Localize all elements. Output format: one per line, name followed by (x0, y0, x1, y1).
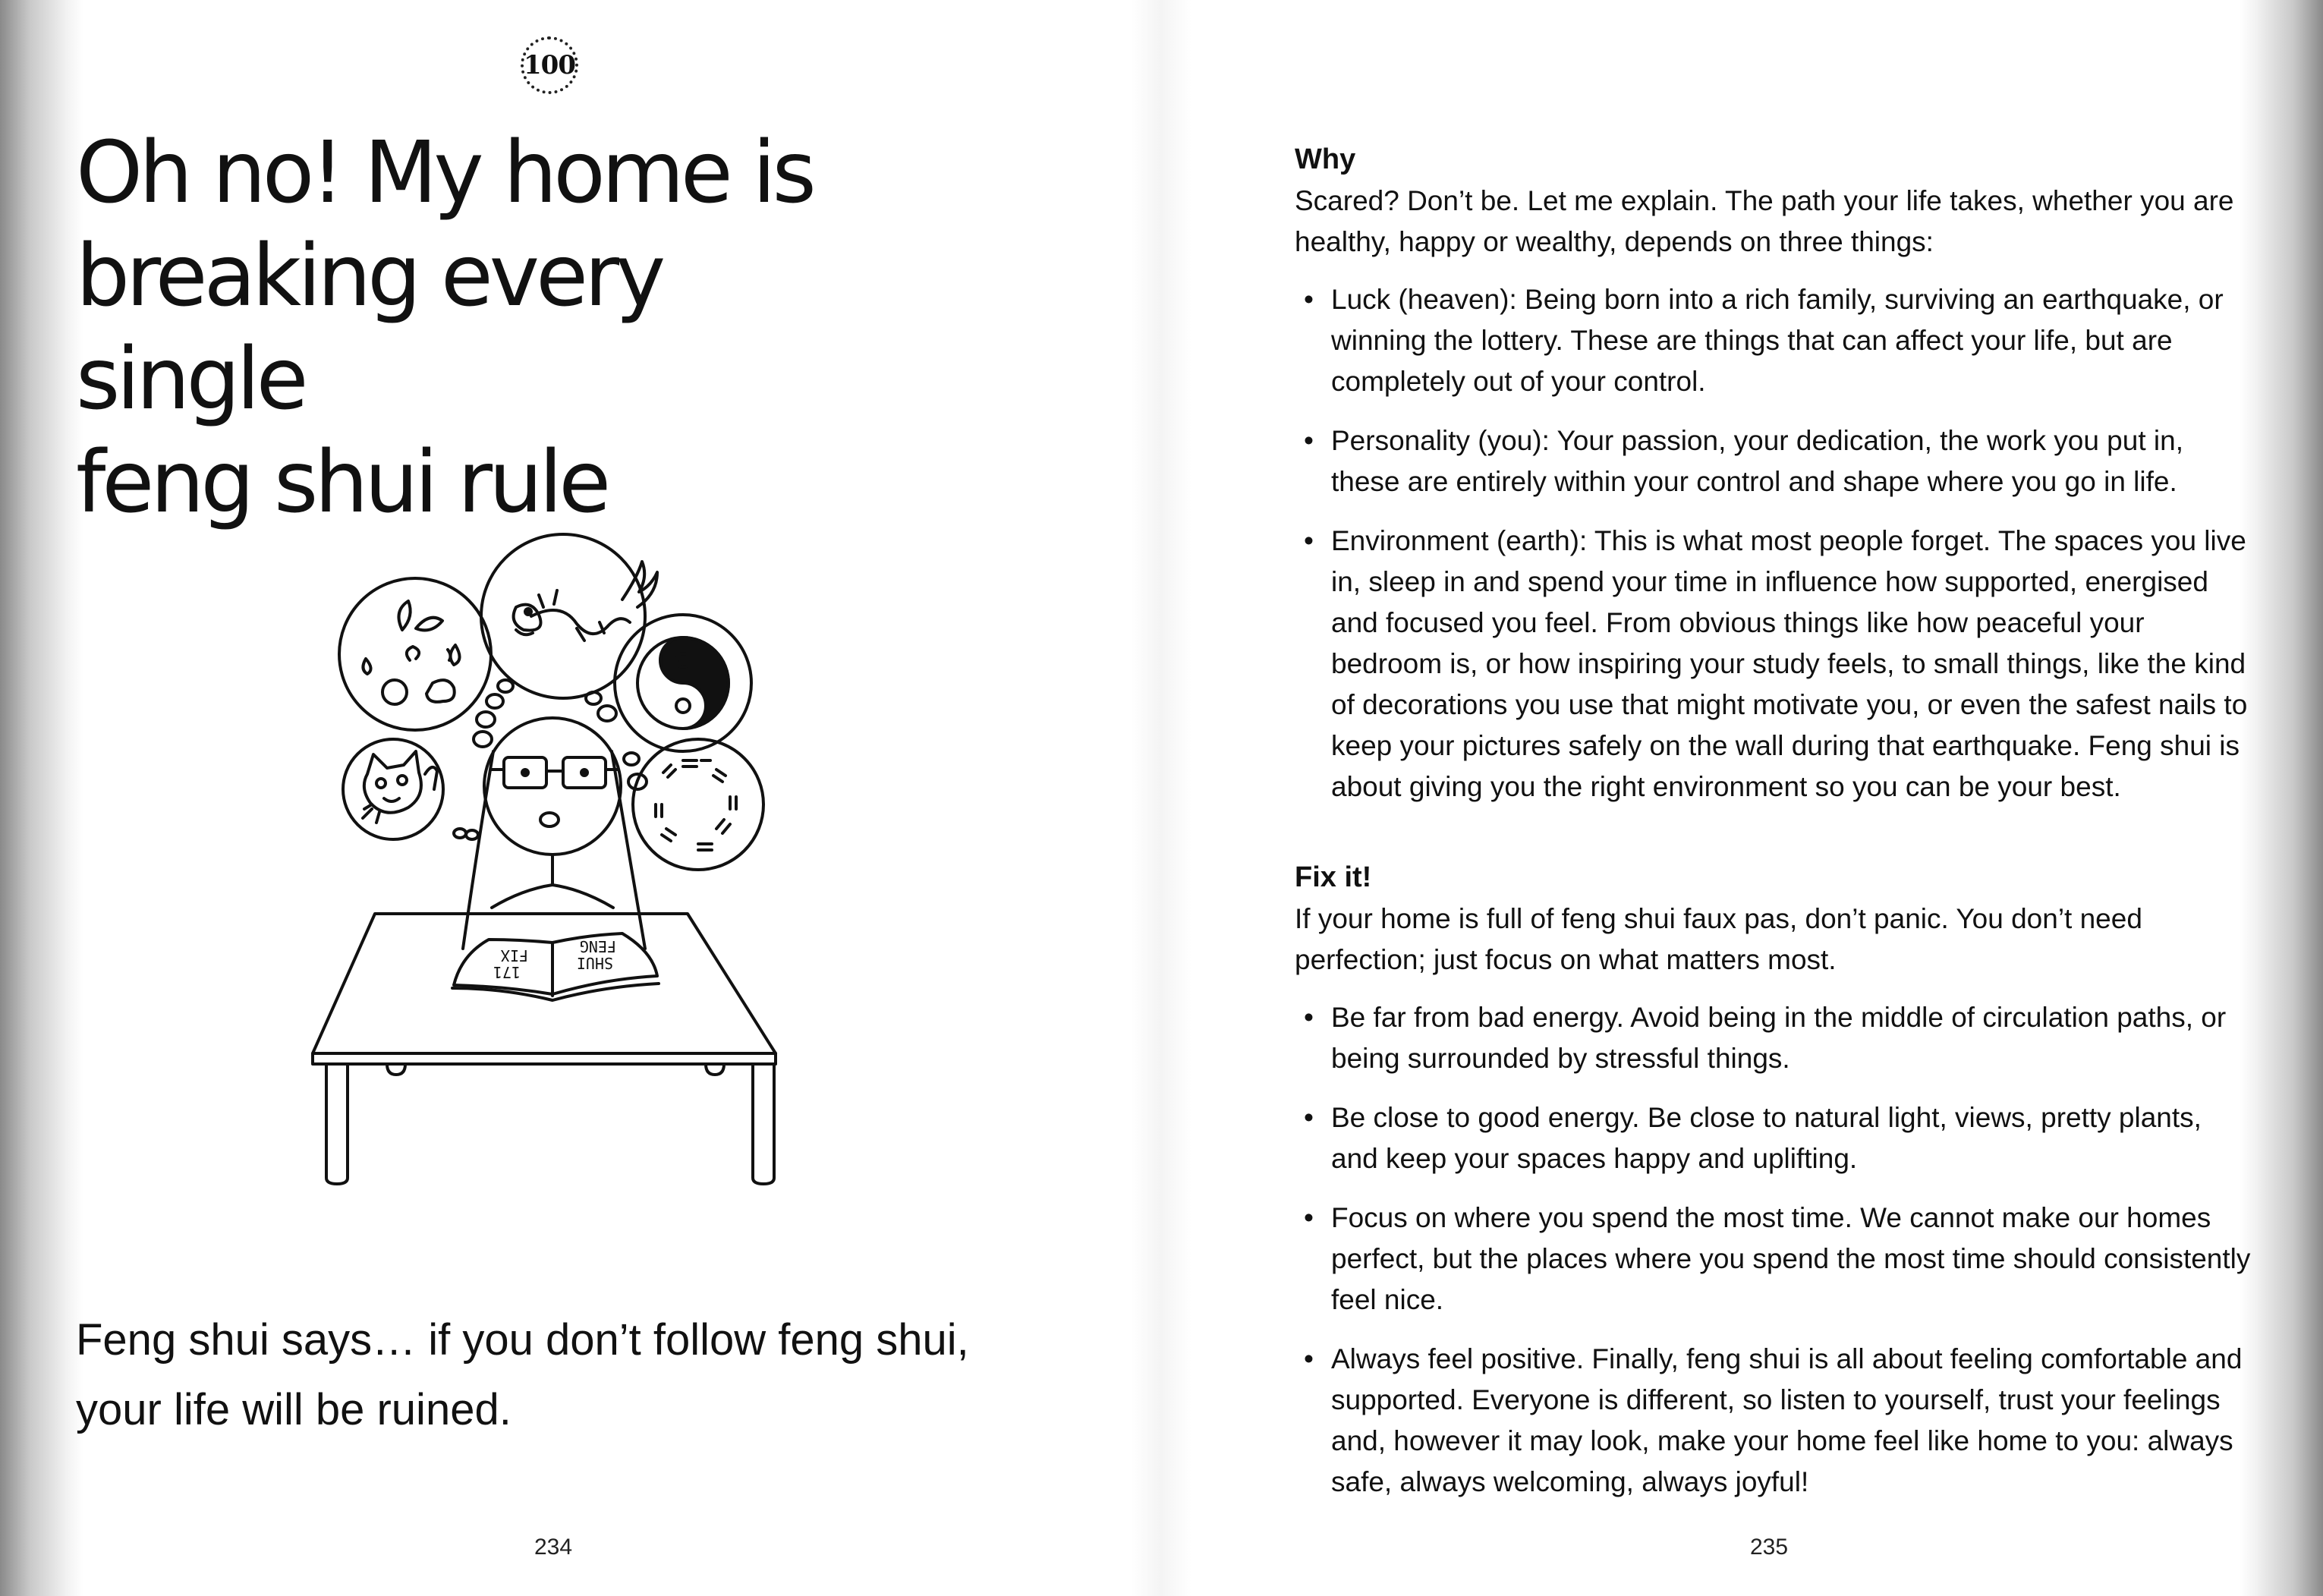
book-cover-text-171: 171 (493, 963, 521, 981)
thought-bubble-elements-icon (339, 578, 491, 730)
caption-line: Feng shui says… if you don’t follow feng shui, (76, 1315, 969, 1365)
book-cover-text-feng: FENG (579, 937, 616, 955)
fix-it-list (1295, 997, 2251, 1503)
table-icon (313, 914, 776, 1184)
page-title (76, 121, 911, 534)
thought-bubble-bagua-icon (633, 739, 763, 870)
fix-it-heading: Fix it! (1295, 861, 1372, 893)
why-bullet-environment: • Environment (earth): This is what most people forget. The spaces you live in, sleep in and spend your time in influence how supported, energised and focused you feel. From obvious things like how peaceful your bedroom is, or how inspiring your study feels, to small things, like the kind of decorations you use that might motivate you, or even the safest nails to keep your pictures safely on the wall during that earthquake. Feng shui is about giving you the right environment so you can be your best. (1295, 521, 2251, 807)
open-book-icon (452, 933, 659, 1000)
fix-bullet-good-energy: • Be close to good energy. Be close to natural light, views, pretty plants, and keep your spaces happy and uplifting. (1295, 1097, 2251, 1179)
thought-bubble-lucky-cat-icon (343, 739, 443, 839)
book-gutter (1131, 0, 1191, 1596)
fix-bullet-most-time: • Focus on where you spend the most time. We cannot make our homes perfect, but the places where you spend the most time should consistently feel nice. (1295, 1198, 2251, 1321)
right-page-body (1295, 138, 2251, 1521)
thought-bubble-yin-yang-icon (615, 615, 751, 751)
illustration-person-reading-feng-shui-book (304, 531, 820, 1214)
page-edge-shadow-left (0, 0, 83, 1596)
book-cover-text-fix: FIX (500, 946, 528, 965)
illustration-caption (76, 1305, 1047, 1445)
book-cover-text-shui: SHUI (576, 954, 613, 972)
title-line: feng shui rule (76, 433, 608, 532)
thought-bubble-dragon-icon (481, 534, 657, 698)
page-number-left: 234 (534, 1535, 573, 1560)
why-heading: Why (1295, 143, 1356, 175)
why-list (1295, 279, 2251, 807)
page-edge-shadow-right (2240, 0, 2323, 1596)
entry-number-badge: 100 (521, 36, 578, 94)
why-bullet-luck: • Luck (heaven): Being born into a rich family, surviving an earthquake, or winning the lottery. These are things that can affect your life, but are completely out of your control. (1295, 279, 2251, 402)
page-number-right: 235 (1750, 1535, 1789, 1560)
why-intro: Scared? Don’t be. Let me explain. The path your life takes, whether you are healthy, happy or wealthy, depends on three things: (1295, 185, 2234, 257)
fix-bullet-bad-energy: • Be far from bad energy. Avoid being in the middle of circulation paths, or being surrounded by stressful things. (1295, 997, 2251, 1079)
title-line: breaking every single (76, 227, 663, 429)
fix-bullet-positive: • Always feel positive. Finally, feng shui is all about feeling comfortable and supported. Everyone is different, so listen to yourself, trust your feelings and, however it may look, make your home feel like home to you: always safe, always welcoming, always joyful! (1295, 1339, 2251, 1503)
title-line: Oh no! My home is (76, 124, 813, 222)
why-bullet-personality: • Personality (you): Your passion, your dedication, the work you put in, these are entirely within your control and shape where you go in life. (1295, 420, 2251, 502)
caption-line: your life will be ruined. (76, 1385, 512, 1434)
fix-it-intro: If your home is full of feng shui faux pas, don’t panic. You don’t need perfection; just focus on what matters most. (1295, 903, 2142, 975)
